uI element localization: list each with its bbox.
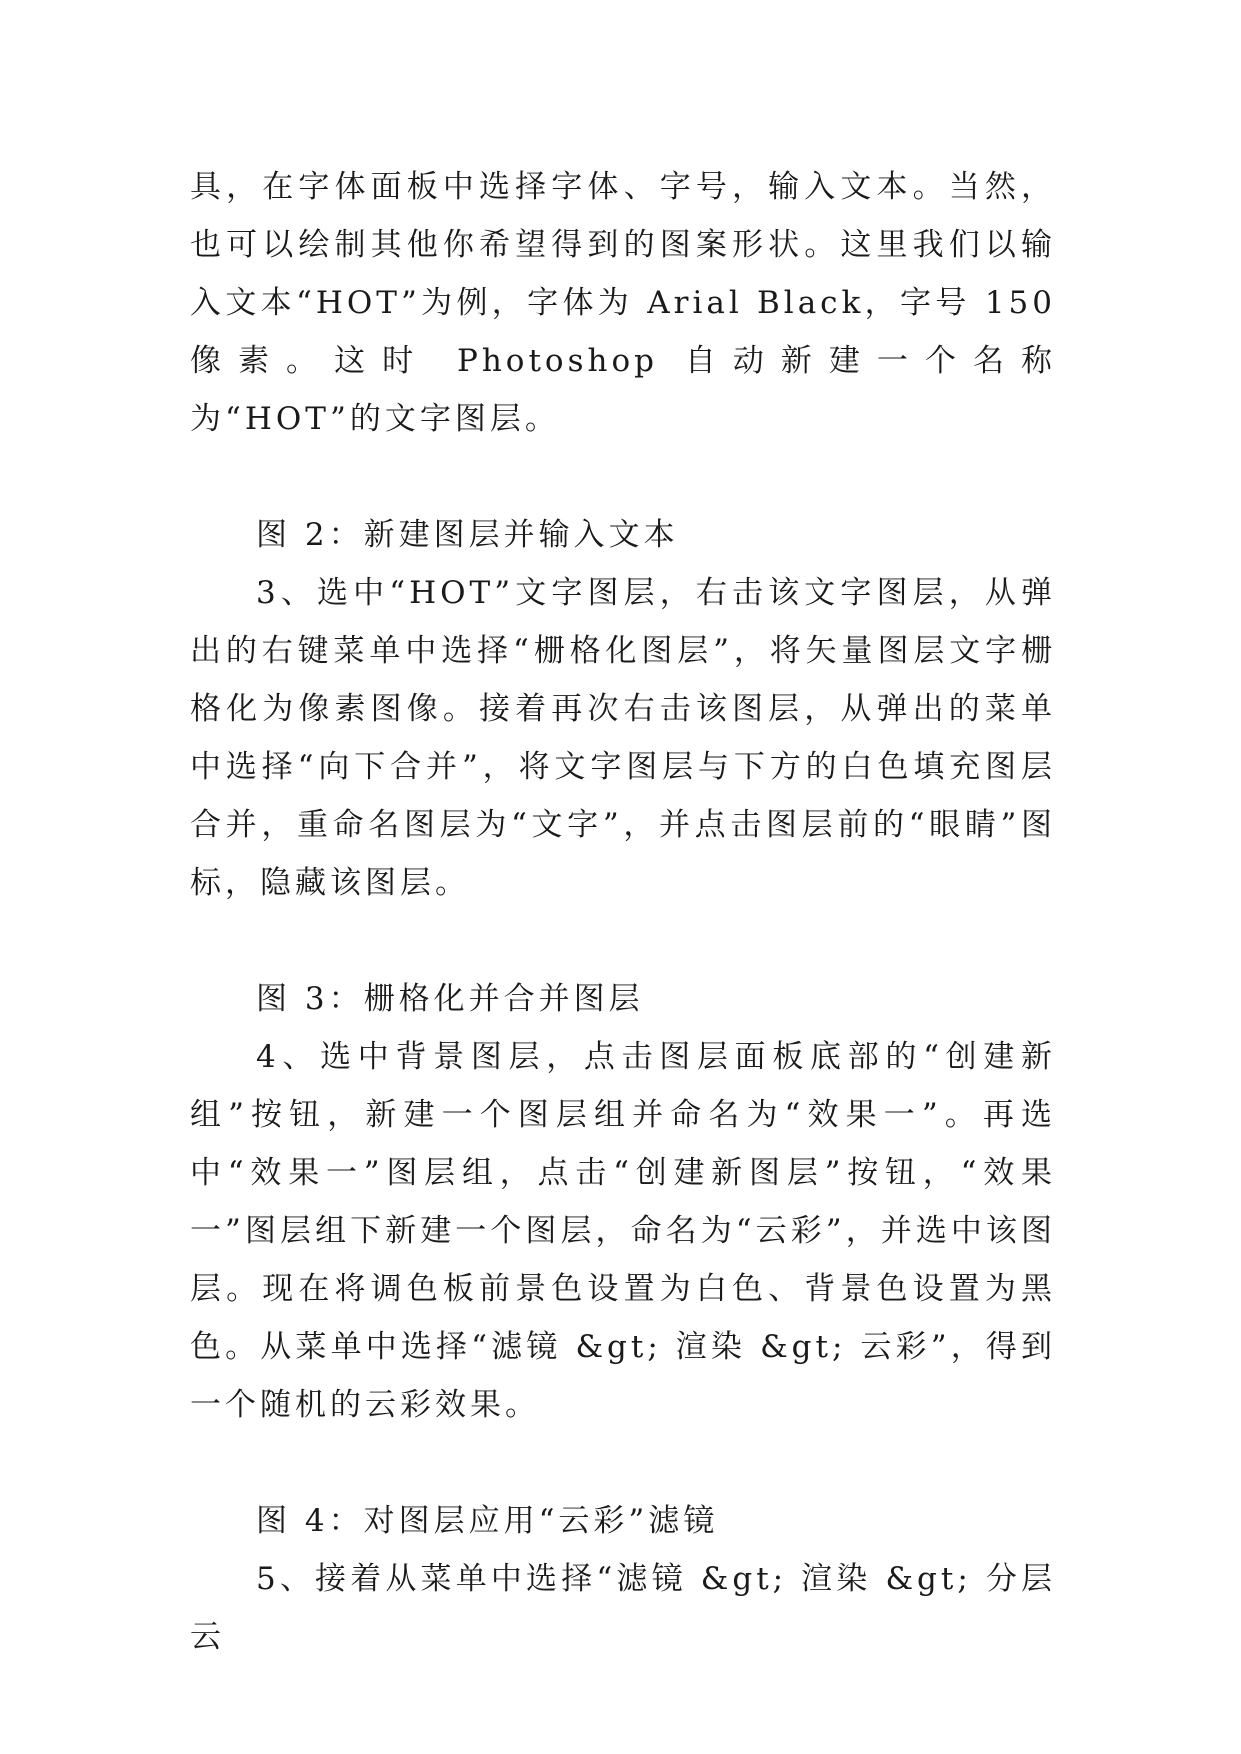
- paragraph-1: 具，在字体面板中选择字体、字号，输入文本。当然，也可以绘制其他你希望得到的图案形状。这里我们以输入文本“HOT”为例，字体为 Arial Black，字号 150 像素。这时 Photoshop 自动新建一个名称为“HOT”的文字图层。: [190, 169, 1056, 437]
- figure-caption-2: 图 2：新建图层并输入文本: [256, 517, 679, 553]
- figure-caption-3: 图 3：栅格化并合并图层: [256, 981, 644, 1017]
- document-page: [190, 158, 1056, 1666]
- figure-caption-4: 图 4：对图层应用“云彩”滤镜: [256, 1503, 719, 1539]
- paragraph-step-4: 4、选中背景图层，点击图层面板底部的“创建新组”按钮，新建一个图层组并命名为“效果一”。再选中“效果一”图层组，点击“创建新图层”按钮，“效果一”图层组下新建一个图层，命名为“云彩”，并选中该图层。现在将调色板前景色设置为白色、背景色设置为黑色。从菜单中选择“滤镜 &gt; 渲染 &gt; 云彩”，得到一个随机的云彩效果。: [190, 1039, 1056, 1423]
- paragraph-step-5: 5、接着从菜单中选择“滤镜 &gt; 渲染 &gt; 分层云: [190, 1561, 1056, 1655]
- paragraph-step-3: 3、选中“HOT”文字图层，右击该文字图层，从弹出的右键菜单中选择“栅格化图层”，将矢量图层文字栅格化为像素图像。接着再次右击该图层，从弹出的菜单中选择“向下合并”，将文字图层与下方的白色填充图层合并，重命名图层为“文字”，并点击图层前的“眼睛”图标，隐藏该图层。: [190, 575, 1056, 901]
